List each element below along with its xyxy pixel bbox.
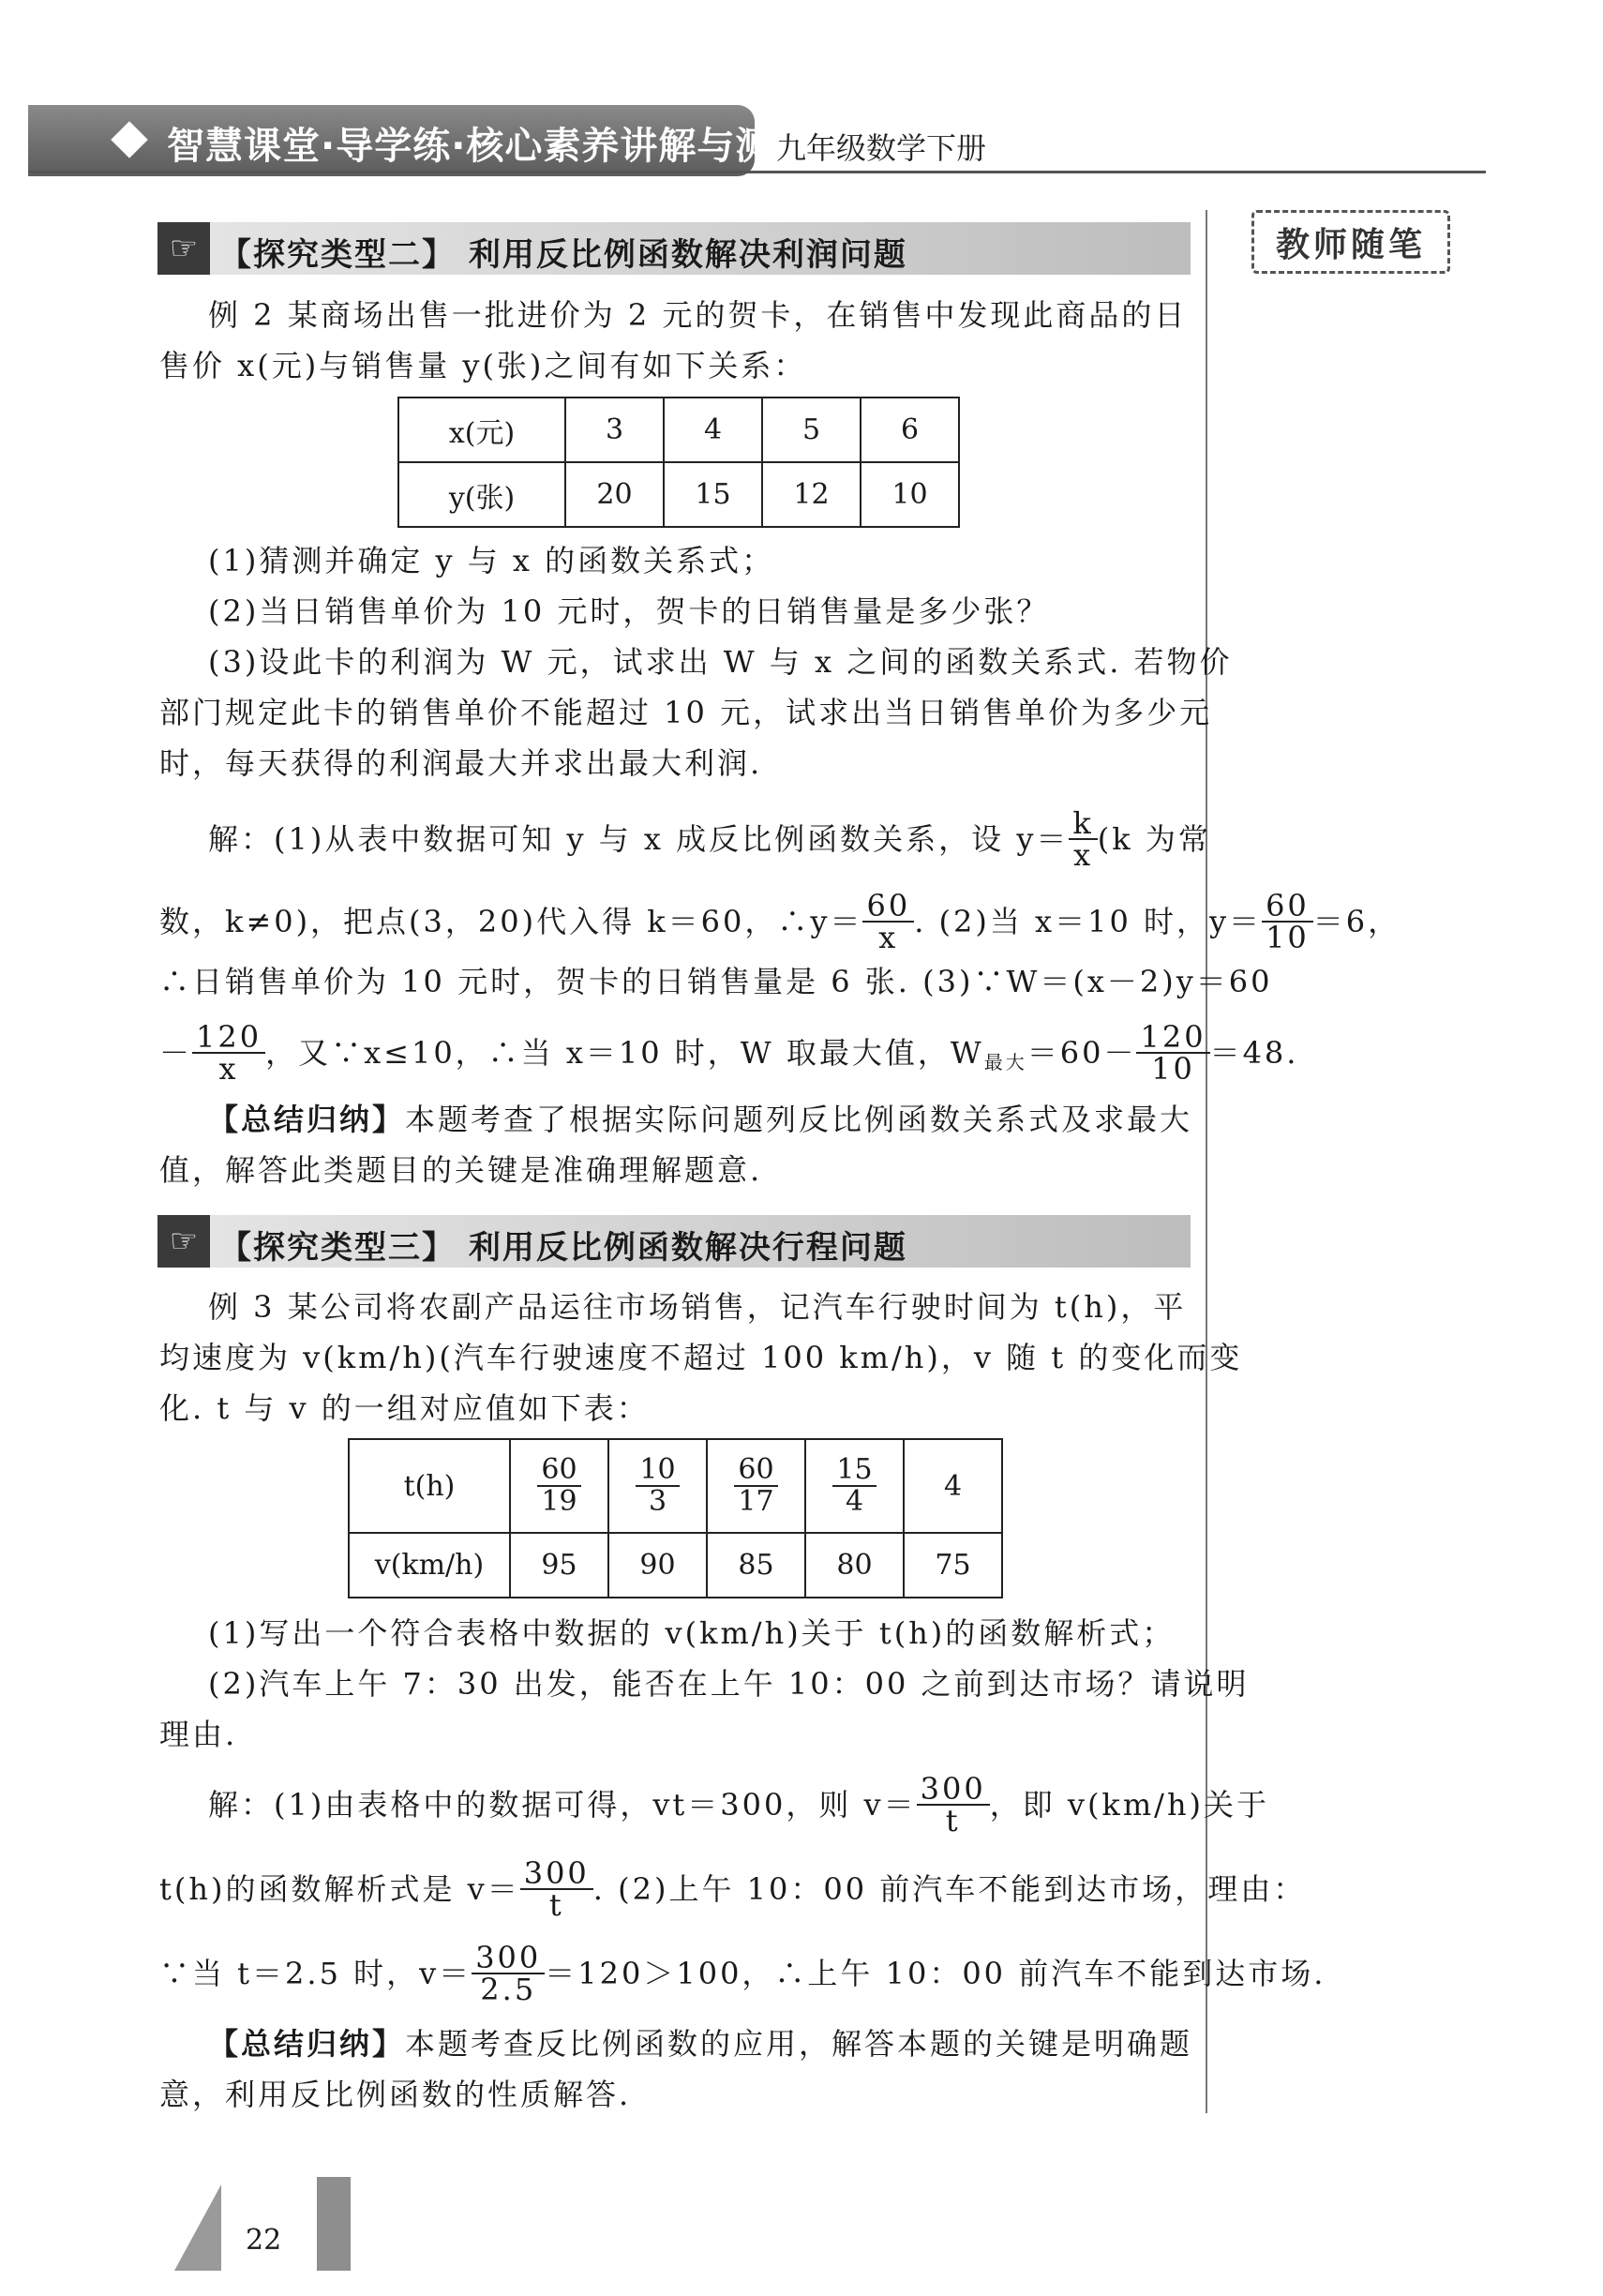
table-cell <box>707 1439 805 1533</box>
section-title-3: 【探究类型三】 利用反比例函数解决行程问题 <box>219 1229 907 1267</box>
solution-line <box>159 1855 1307 1923</box>
question-line: (1)猜测并确定 y 与 x 的函数关系式； <box>208 543 775 578</box>
fraction <box>636 1455 679 1517</box>
table-cell: 4 <box>664 398 762 462</box>
fraction-denominator: x <box>1073 837 1094 873</box>
fraction <box>520 1855 593 1923</box>
solution-text: . (2)当 x＝10 时，y＝ <box>914 904 1263 939</box>
table-cell: 3 <box>565 398 664 462</box>
question-line: (2)当日销售单价为 10 元时，贺卡的日销售量是多少张？ <box>208 593 1050 629</box>
solution-text: ＝48. <box>1209 1035 1299 1071</box>
problem-line: 例 2 某商场出售一批进价为 2 元的贺卡，在销售中发现此商品的日 <box>208 297 1188 333</box>
fraction-numerator: 300 <box>520 1858 593 1890</box>
fraction <box>1136 1019 1209 1087</box>
solution-text: ＝120＞100，∴上午 10：00 前汽车不能到达市场. <box>545 1956 1326 1991</box>
solution-text: 解：(1)从表中数据可知 y 与 x 成反比例函数关系，设 y＝ <box>208 821 1070 857</box>
table-header-cell: x(元) <box>398 398 565 462</box>
solution-line <box>159 888 1401 955</box>
question-line: (3)设此卡的利润为 W 元，试求出 W 与 x 之间的函数关系式. 若物价 <box>208 644 1233 680</box>
fraction <box>862 888 914 955</box>
solution-text: ，即 v(km/h)关于 <box>989 1787 1270 1823</box>
fraction <box>537 1455 580 1517</box>
pointing-hand-icon: ☞ <box>157 1215 210 1268</box>
fraction-denominator: 3 <box>648 1485 667 1518</box>
fraction-numerator: 120 <box>1136 1022 1209 1054</box>
solution-line <box>208 1771 1270 1838</box>
table-cell <box>510 1439 608 1533</box>
fraction-numerator: 60 <box>1262 891 1313 923</box>
problem-line: 均速度为 v(km/h)(汽车行驶速度不超过 100 km/h)，v 随 t 的变化而变 <box>159 1340 1243 1375</box>
table-cell <box>805 1439 904 1533</box>
fraction-numerator: 10 <box>636 1455 679 1487</box>
table-cell: 95 <box>510 1533 608 1598</box>
solution-line <box>208 805 1211 873</box>
teacher-notes-label: 教师随笔 <box>1251 210 1450 274</box>
summary-label: 【总结归纳】 <box>208 2026 406 2062</box>
fraction-numerator: 60 <box>734 1455 777 1487</box>
summary-line <box>208 1099 1192 1140</box>
solution-text: t(h)的函数解析式是 v＝ <box>159 1871 520 1907</box>
solution-text: 解：(1)由表格中的数据可得，vt＝300，则 v＝ <box>208 1787 917 1823</box>
grade-label: 九年级数学下册 <box>776 130 987 166</box>
time-speed-table <box>348 1438 1003 1598</box>
table-header-cell: v(km/h) <box>349 1533 510 1598</box>
table-cell: 85 <box>707 1533 805 1598</box>
summary-text: 本题考查了根据实际问题列反比例函数关系式及求最大 <box>405 1102 1193 1137</box>
fraction-numerator: 15 <box>832 1455 876 1487</box>
fraction-numerator: 300 <box>917 1774 990 1806</box>
solution-text: . (2)上午 10：00 前汽车不能到达市场，理由： <box>592 1871 1307 1907</box>
summary-text: 本题考查反比例函数的应用，解答本题的关键是明确题 <box>405 2026 1193 2062</box>
question-line: 部门规定此卡的销售单价不能超过 10 元，试求出当日销售单价为多少元 <box>159 695 1213 730</box>
section-title-2: 【探究类型二】 利用反比例函数解决利润问题 <box>219 236 907 274</box>
solution-text: ∵当 t＝2.5 时，v＝ <box>159 1956 472 1991</box>
summary-line <box>208 2023 1192 2064</box>
question-line: 时，每天获得的利润最大并求出最大利润. <box>159 745 763 781</box>
table-cell: 75 <box>904 1533 1002 1598</box>
table-header-cell: y(张) <box>398 462 565 527</box>
fraction-denominator: 2.5 <box>480 1972 537 2007</box>
fraction <box>1069 805 1097 873</box>
fraction <box>192 1019 265 1087</box>
table-cell: 10 <box>861 462 959 527</box>
fraction-numerator: 300 <box>472 1943 545 1974</box>
fraction <box>472 1940 545 2007</box>
solution-text: ＝6， <box>1312 904 1401 939</box>
fraction-denominator: x <box>218 1051 239 1087</box>
table-cell <box>608 1439 707 1533</box>
fraction-denominator: 10 <box>1266 920 1310 955</box>
solution-text: ＝60－ <box>1026 1035 1137 1071</box>
question-line: (2)汽车上午 7：30 出发，能否在上午 10：00 之前到达市场？请说明 <box>208 1666 1250 1702</box>
fraction <box>917 1771 990 1838</box>
summary-line: 意，利用反比例函数的性质解答. <box>159 2077 632 2112</box>
summary-line: 值，解答此类题目的关键是准确理解题意. <box>159 1152 763 1188</box>
fraction-denominator: 19 <box>541 1485 577 1518</box>
table-cell: 80 <box>805 1533 904 1598</box>
fraction-numerator: 120 <box>192 1022 265 1054</box>
fraction-denominator: 10 <box>1151 1051 1195 1087</box>
question-line: (1)写出一个符合表格中数据的 v(km/h)关于 t(h)的函数解析式； <box>208 1615 1176 1651</box>
header-rule <box>28 171 1486 173</box>
page-number: 22 <box>246 2224 282 2257</box>
footer-block <box>317 2177 351 2271</box>
price-sales-table <box>397 397 960 528</box>
solution-line: ∴日销售单价为 10 元时，贺卡的日销售量是 6 张. (3)∵W＝(x－2)y＝60 <box>159 964 1273 999</box>
solution-text: (k 为常 <box>1097 821 1211 857</box>
subscript: 最大 <box>983 1051 1027 1073</box>
table-cell: 5 <box>762 398 861 462</box>
table-cell: 6 <box>861 398 959 462</box>
fraction-denominator: t <box>945 1803 961 1838</box>
fraction <box>1262 888 1313 955</box>
problem-line: 化. t 与 v 的一组对应值如下表： <box>159 1390 650 1426</box>
table-cell: 15 <box>664 462 762 527</box>
solution-line <box>159 1940 1326 2007</box>
solution-text: － <box>159 1035 193 1071</box>
table-header-cell: t(h) <box>349 1439 510 1533</box>
summary-label: 【总结归纳】 <box>208 1102 406 1137</box>
table-cell: 4 <box>904 1439 1002 1533</box>
table-cell: 12 <box>762 462 861 527</box>
series-title: 智慧课堂·导学练·核心素养讲解与测试 <box>167 125 813 168</box>
fraction <box>734 1455 777 1517</box>
fraction-numerator: 60 <box>537 1455 580 1487</box>
fraction-denominator: t <box>548 1887 564 1923</box>
fraction <box>832 1455 876 1517</box>
fraction-denominator: 17 <box>738 1485 774 1518</box>
table-cell: 20 <box>565 462 664 527</box>
problem-line: 例 3 某公司将农副产品运往市场销售，记汽车行驶时间为 t(h)，平 <box>208 1289 1187 1325</box>
fraction-denominator: x <box>878 920 899 955</box>
fraction-denominator: 4 <box>845 1485 864 1518</box>
solution-text: 数，k≠0)，把点(3，20)代入得 k＝60，∴y＝ <box>159 904 863 939</box>
solution-line <box>159 1019 1299 1087</box>
table-cell: 90 <box>608 1533 707 1598</box>
fraction-numerator: k <box>1069 808 1097 840</box>
problem-line: 售价 x(元)与销售量 y(张)之间有如下关系： <box>159 348 807 383</box>
pointing-hand-icon: ☞ <box>157 222 210 275</box>
question-line: 理由. <box>159 1717 238 1752</box>
fraction-numerator: 60 <box>862 891 914 923</box>
footer-triangle <box>174 2184 221 2271</box>
solution-text: ，又∵x≤10，∴当 x＝10 时，W 取最大值，W <box>265 1035 984 1071</box>
